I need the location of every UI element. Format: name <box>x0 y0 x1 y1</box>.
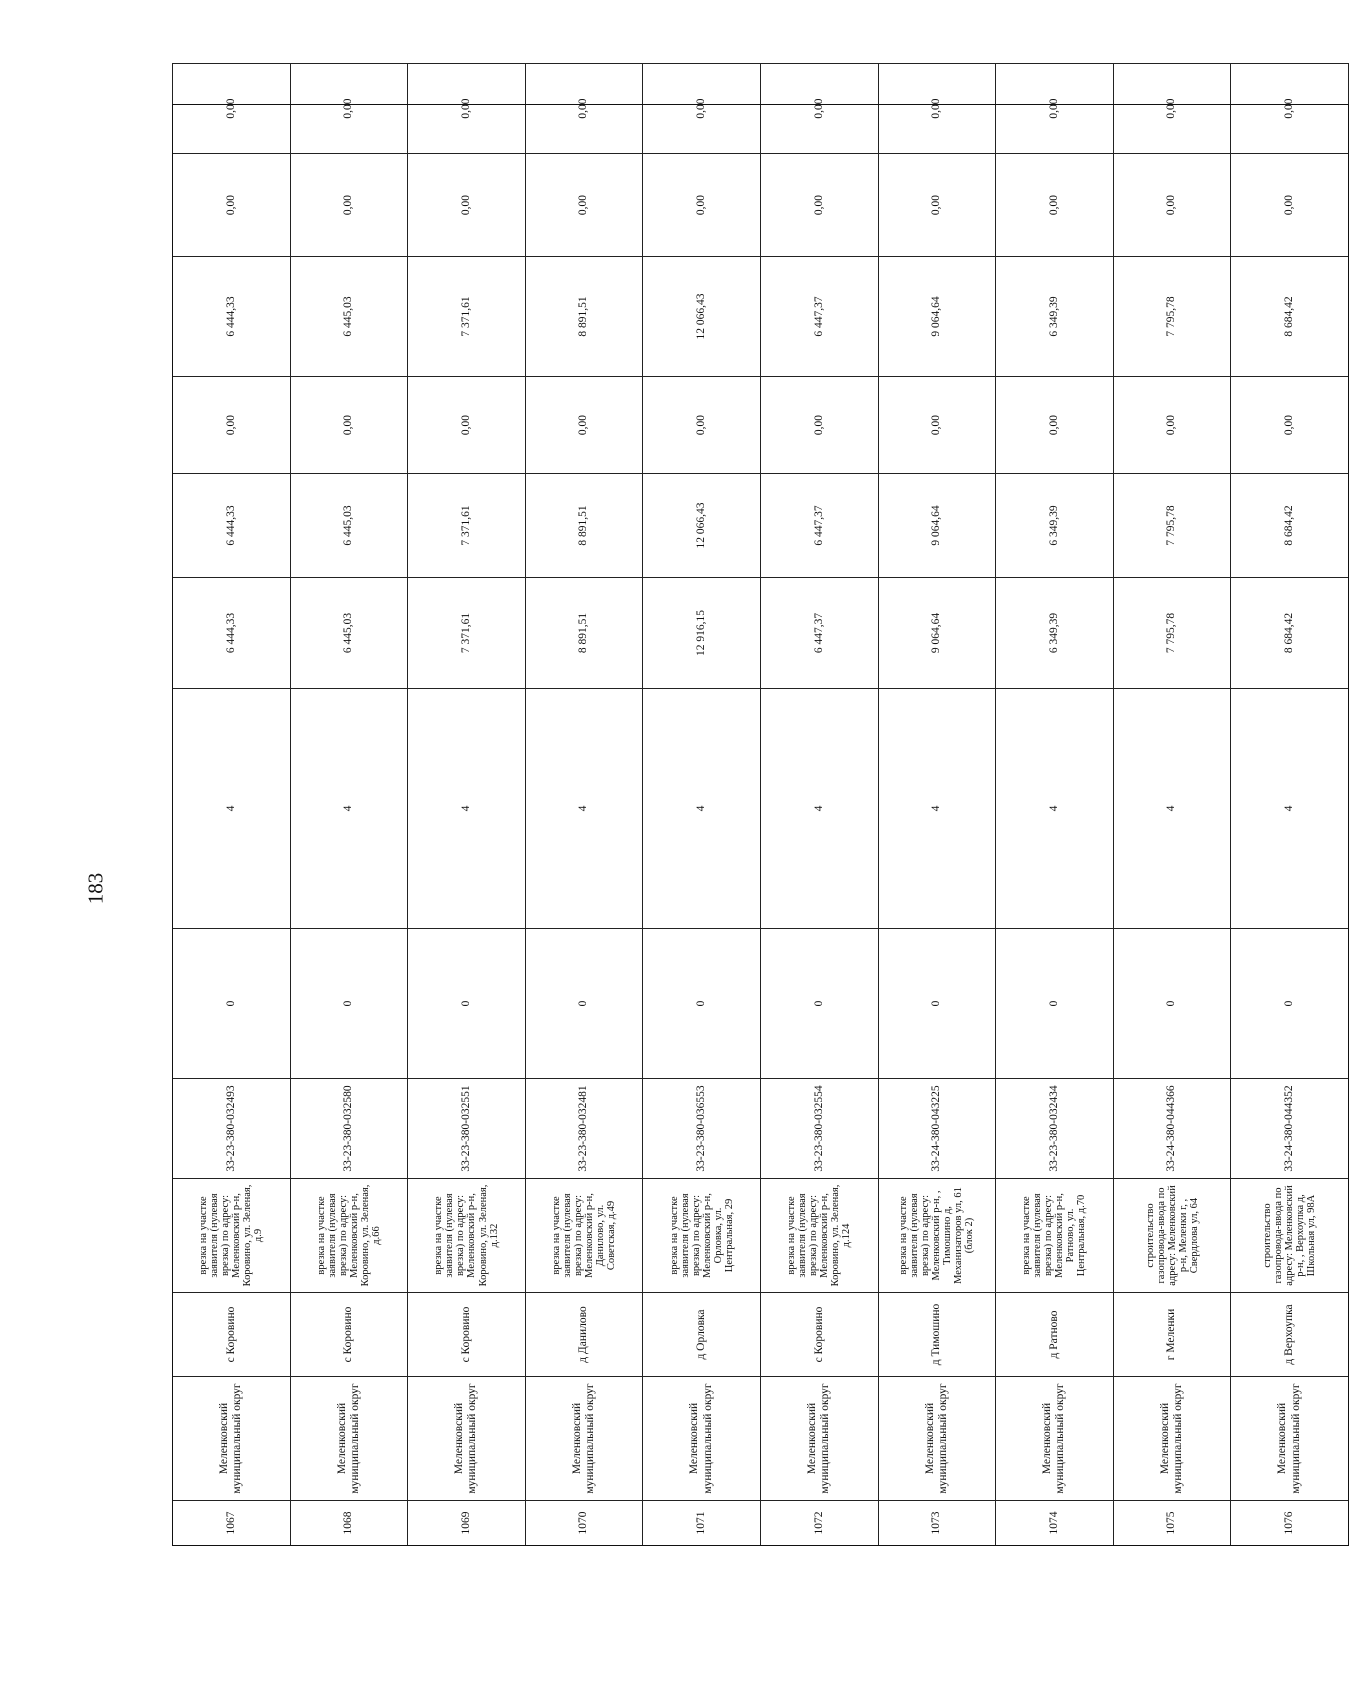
locality-cell: с Коровино <box>290 1293 408 1377</box>
value-5-cell: 0,00 <box>173 377 291 474</box>
value-3-cell: 9 064,64 <box>878 578 996 689</box>
table-body <box>173 64 1349 1546</box>
value-3-cell: 12 916,15 <box>643 578 761 689</box>
row-number-cell: 1074 <box>996 1501 1114 1546</box>
value-7-cell: 0,00 <box>760 154 878 257</box>
value-1-cell: 0 <box>1231 929 1349 1079</box>
value-6-cell: 6 447,37 <box>760 257 878 377</box>
value-3-cell: 6 445,03 <box>290 578 408 689</box>
value-3-cell: 6 444,33 <box>173 578 291 689</box>
locality-cell: д Тимошино <box>878 1293 996 1377</box>
district-cell: Меленковский муниципальный округ <box>878 1377 996 1501</box>
value-3-cell: 6 447,37 <box>760 578 878 689</box>
row-number-cell: 1069 <box>408 1501 526 1546</box>
value-1-cell: 0 <box>996 929 1114 1079</box>
value-5-cell: 0,00 <box>525 377 643 474</box>
value-8-cell: 0,00 <box>760 64 878 154</box>
page-number: 183 <box>83 872 108 904</box>
value-5-cell: 0,00 <box>996 377 1114 474</box>
row-number-cell: 1073 <box>878 1501 996 1546</box>
value-3-cell: 8 891,51 <box>525 578 643 689</box>
value-2-cell: 4 <box>173 689 291 929</box>
district-cell: Меленковский муниципальный округ <box>173 1377 291 1501</box>
cadastral-code-cell: 33-23-380-032481 <box>525 1079 643 1179</box>
row-number-cell: 1076 <box>1231 1501 1349 1546</box>
value-6-cell: 6 445,03 <box>290 257 408 377</box>
description-cell: врезка на участке заявителя (нулевая врезка) по адресу: Меленковский р-н, Коровино, ул. Зеленая, д.9 <box>173 1179 291 1293</box>
value-6-cell: 8 891,51 <box>525 257 643 377</box>
locality-cell: д Орловка <box>643 1293 761 1377</box>
description-cell: строительство газопровода-ввода по адресу: Меленковский р-н, Меленки г, , Свердлова ул, 64 <box>1113 1179 1231 1293</box>
value-5-cell: 0,00 <box>760 377 878 474</box>
value-1-cell: 0 <box>408 929 526 1079</box>
table-row <box>408 64 526 1546</box>
value-4-cell: 6 349,39 <box>996 474 1114 578</box>
value-6-cell: 9 064,64 <box>878 257 996 377</box>
value-6-cell: 12 066,43 <box>643 257 761 377</box>
value-6-cell: 7 795,78 <box>1113 257 1231 377</box>
row-number-cell: 1068 <box>290 1501 408 1546</box>
value-8-cell: 0,00 <box>173 64 291 154</box>
value-8-cell: 0,00 <box>643 64 761 154</box>
district-cell: Меленковский муниципальный округ <box>643 1377 761 1501</box>
value-4-cell: 6 444,33 <box>173 474 291 578</box>
value-4-cell: 6 445,03 <box>290 474 408 578</box>
value-7-cell: 0,00 <box>1113 154 1231 257</box>
value-1-cell: 0 <box>760 929 878 1079</box>
value-3-cell: 7 371,61 <box>408 578 526 689</box>
cadastral-code-cell: 33-24-380-043225 <box>878 1079 996 1179</box>
value-2-cell: 4 <box>290 689 408 929</box>
district-cell: Меленковский муниципальный округ <box>290 1377 408 1501</box>
value-1-cell: 0 <box>643 929 761 1079</box>
district-cell: Меленковский муниципальный округ <box>525 1377 643 1501</box>
value-4-cell: 7 795,78 <box>1113 474 1231 578</box>
value-7-cell: 0,00 <box>1231 154 1349 257</box>
district-cell: Меленковский муниципальный округ <box>760 1377 878 1501</box>
value-7-cell: 0,00 <box>525 154 643 257</box>
description-cell: строительство газопровода-ввода по адресу: Меленковский р-н, , Верхоупка д, Школьная ул, 98А <box>1231 1179 1349 1293</box>
value-3-cell: 8 684,42 <box>1231 578 1349 689</box>
value-2-cell: 4 <box>1113 689 1231 929</box>
value-6-cell: 6 349,39 <box>996 257 1114 377</box>
description-cell: врезка на участке заявителя (нулевая врезка) по адресу: Меленковский р-н, Ратново, ул. Центральная, д.70 <box>996 1179 1114 1293</box>
description-cell: врезка на участке заявителя (нулевая врезка) по адресу: Меленковский р-н, Данилово, ул. Советская, д.49 <box>525 1179 643 1293</box>
value-2-cell: 4 <box>525 689 643 929</box>
description-cell: врезка на участке заявителя (нулевая врезка) по адресу: Меленковский р-н, Коровино, ул. Зеленая, д.124 <box>760 1179 878 1293</box>
value-4-cell: 8 684,42 <box>1231 474 1349 578</box>
table-row <box>760 64 878 1546</box>
value-8-cell: 0,00 <box>878 64 996 154</box>
value-4-cell: 6 447,37 <box>760 474 878 578</box>
row-number-cell: 1067 <box>173 1501 291 1546</box>
locality-cell: д Данилово <box>525 1293 643 1377</box>
value-2-cell: 4 <box>1231 689 1349 929</box>
data-table-container <box>172 98 1349 1546</box>
value-7-cell: 0,00 <box>290 154 408 257</box>
value-7-cell: 0,00 <box>173 154 291 257</box>
table-row <box>878 64 996 1546</box>
description-cell: врезка на участке заявителя (нулевая врезка) по адресу: Меленковский р-н, Коровино, ул. Зеленая, д.66 <box>290 1179 408 1293</box>
value-8-cell: 0,00 <box>408 64 526 154</box>
table-row <box>643 64 761 1546</box>
value-1-cell: 0 <box>525 929 643 1079</box>
locality-cell: д Ратново <box>996 1293 1114 1377</box>
value-7-cell: 0,00 <box>643 154 761 257</box>
value-5-cell: 0,00 <box>643 377 761 474</box>
district-cell: Меленковский муниципальный округ <box>1113 1377 1231 1501</box>
row-number-cell: 1072 <box>760 1501 878 1546</box>
value-1-cell: 0 <box>878 929 996 1079</box>
table-row <box>1231 64 1349 1546</box>
value-7-cell: 0,00 <box>408 154 526 257</box>
district-cell: Меленковский муниципальный округ <box>996 1377 1114 1501</box>
district-cell: Меленковский муниципальный округ <box>408 1377 526 1501</box>
description-cell: врезка на участке заявителя (нулевая врезка) по адресу: Меленковский р-н, Коровино, ул. Зеленая, д.132 <box>408 1179 526 1293</box>
cadastral-code-cell: 33-23-380-032493 <box>173 1079 291 1179</box>
value-2-cell: 4 <box>878 689 996 929</box>
value-1-cell: 0 <box>290 929 408 1079</box>
value-8-cell: 0,00 <box>290 64 408 154</box>
table-row <box>290 64 408 1546</box>
value-2-cell: 4 <box>760 689 878 929</box>
value-7-cell: 0,00 <box>878 154 996 257</box>
cadastral-code-cell: 33-23-380-032434 <box>996 1079 1114 1179</box>
value-5-cell: 0,00 <box>1231 377 1349 474</box>
value-8-cell: 0,00 <box>525 64 643 154</box>
value-1-cell: 0 <box>173 929 291 1079</box>
value-6-cell: 8 684,42 <box>1231 257 1349 377</box>
value-8-cell: 0,00 <box>996 64 1114 154</box>
value-8-cell: 0,00 <box>1231 64 1349 154</box>
locality-cell: г Меленки <box>1113 1293 1231 1377</box>
value-3-cell: 7 795,78 <box>1113 578 1231 689</box>
value-4-cell: 9 064,64 <box>878 474 996 578</box>
district-cell: Меленковский муниципальный округ <box>1231 1377 1349 1501</box>
cadastral-code-cell: 33-23-380-032551 <box>408 1079 526 1179</box>
row-number-cell: 1071 <box>643 1501 761 1546</box>
description-cell: врезка на участке заявителя (нулевая врезка) по адресу: Меленковский р-н, , Тимошино д, Механизаторов ул, 61 (блок 2) <box>878 1179 996 1293</box>
value-5-cell: 0,00 <box>290 377 408 474</box>
value-6-cell: 6 444,33 <box>173 257 291 377</box>
cadastral-code-cell: 33-23-380-032554 <box>760 1079 878 1179</box>
table-row <box>996 64 1114 1546</box>
row-number-cell: 1075 <box>1113 1501 1231 1546</box>
value-2-cell: 4 <box>996 689 1114 929</box>
table-row <box>525 64 643 1546</box>
cadastral-code-cell: 33-24-380-044352 <box>1231 1079 1349 1179</box>
locality-cell: с Коровино <box>760 1293 878 1377</box>
value-5-cell: 0,00 <box>1113 377 1231 474</box>
value-1-cell: 0 <box>1113 929 1231 1079</box>
value-5-cell: 0,00 <box>408 377 526 474</box>
value-6-cell: 7 371,61 <box>408 257 526 377</box>
value-2-cell: 4 <box>408 689 526 929</box>
description-cell: врезка на участке заявителя (нулевая врезка) по адресу: Меленковский р-н, Орловка, ул. Центральная, 29 <box>643 1179 761 1293</box>
value-2-cell: 4 <box>643 689 761 929</box>
locality-cell: д Верхоупка <box>1231 1293 1349 1377</box>
locality-cell: с Коровино <box>173 1293 291 1377</box>
value-5-cell: 0,00 <box>878 377 996 474</box>
value-8-cell: 0,00 <box>1113 64 1231 154</box>
cadastral-code-cell: 33-23-380-032580 <box>290 1079 408 1179</box>
value-4-cell: 12 066,43 <box>643 474 761 578</box>
value-3-cell: 6 349,39 <box>996 578 1114 689</box>
table-row <box>1113 64 1231 1546</box>
value-4-cell: 7 371,61 <box>408 474 526 578</box>
cadastral-code-cell: 33-24-380-044366 <box>1113 1079 1231 1179</box>
value-7-cell: 0,00 <box>996 154 1114 257</box>
table-row <box>173 64 291 1546</box>
data-table <box>172 63 1349 1546</box>
row-number-cell: 1070 <box>525 1501 643 1546</box>
locality-cell: с Коровино <box>408 1293 526 1377</box>
value-4-cell: 8 891,51 <box>525 474 643 578</box>
cadastral-code-cell: 33-23-380-036553 <box>643 1079 761 1179</box>
